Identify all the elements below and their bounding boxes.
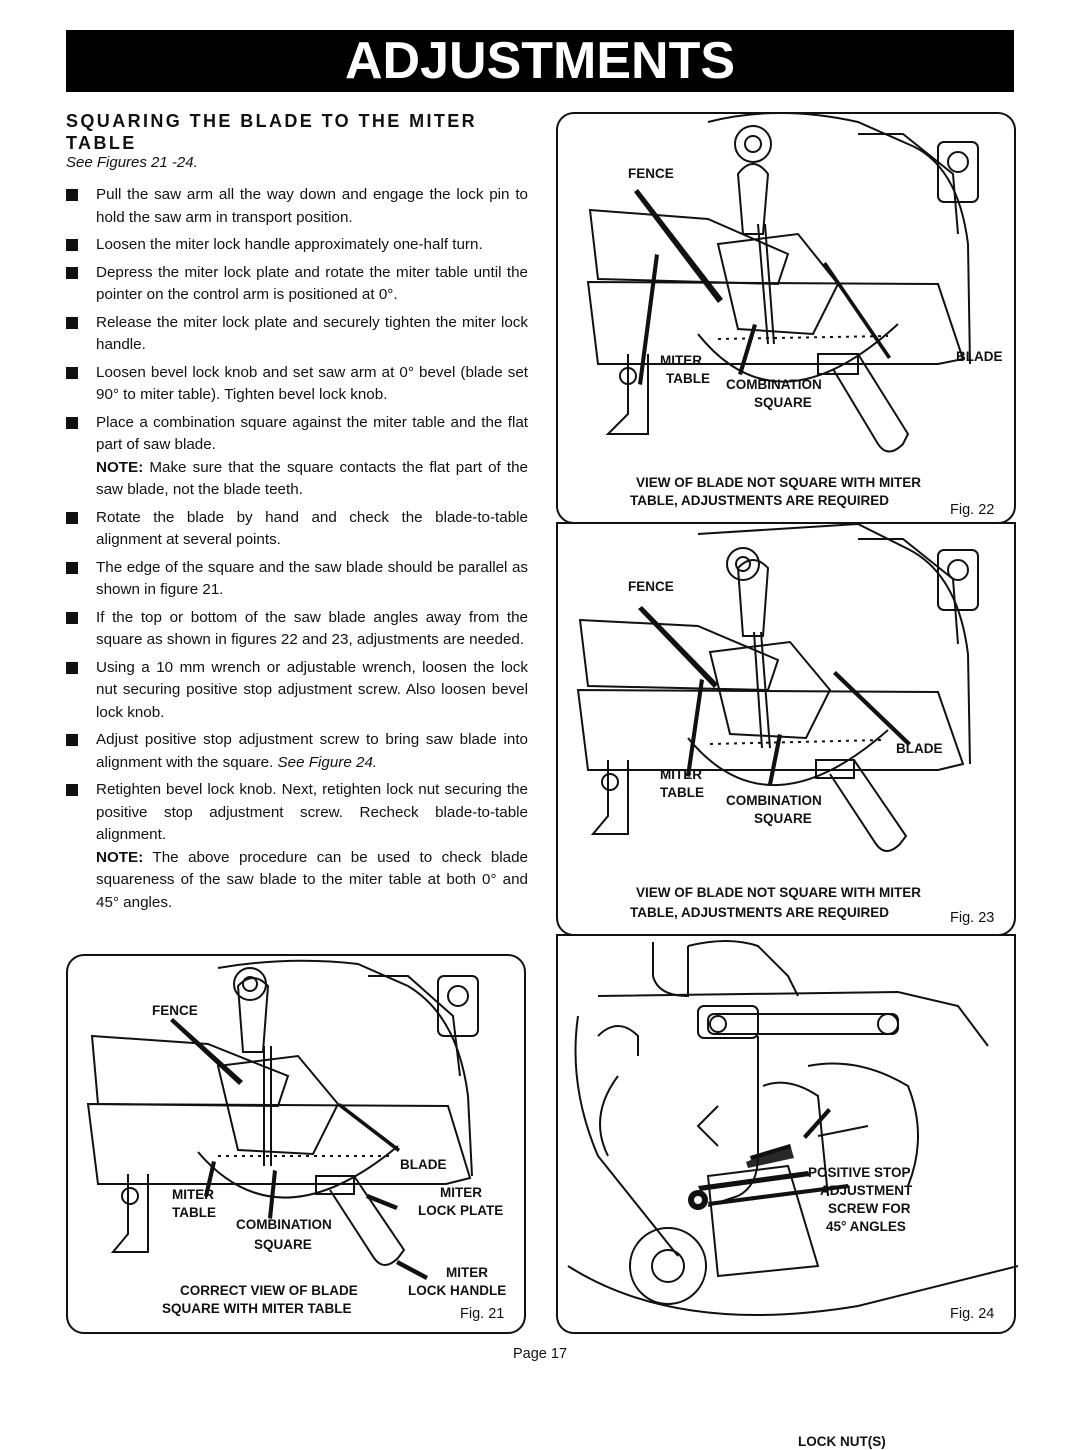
figure-22: [556, 112, 1016, 524]
bullet-icon: [66, 317, 78, 329]
see-figures-ref: See Figures 21 -24.: [66, 154, 198, 171]
table-label: TABLE: [666, 371, 710, 386]
list-item: The edge of the square and the saw blade should be parallel as shown in figure 21.: [66, 557, 528, 602]
saw-closeup-illustration-24: [558, 936, 1018, 1336]
instruction-list: [66, 184, 528, 919]
figure-23: [556, 522, 1016, 936]
table-label: TABLE: [660, 785, 704, 800]
list-item: Release the miter lock plate and securely tighten the miter lock handle.: [66, 312, 528, 357]
bullet-icon: [66, 189, 78, 201]
note: NOTE: Make sure that the square contacts the flat part of the saw blade, not the blade teeth.: [96, 458, 528, 498]
miter-lock-plate-label-1: MITER: [440, 1185, 482, 1200]
figure-number: Fig. 24: [950, 1306, 995, 1322]
list-item: Using a 10 mm wrench or adjustable wrench, loosen the lock nut securing positive stop adjustment screw. Also loosen bevel lock knob.: [66, 657, 528, 725]
positive-stop-label-1: POSITIVE STOP: [808, 1165, 911, 1180]
miter-label: MITER: [660, 353, 702, 368]
bullet-icon: [66, 267, 78, 279]
list-item: Adjust positive stop adjustment screw to bring saw blade into alignment with the square. See Figure 24.: [66, 729, 528, 774]
blade-label: BLADE: [896, 741, 943, 756]
bullet-icon: [66, 662, 78, 674]
page-number: Page 17: [512, 1346, 568, 1362]
caption-line-2: TABLE, ADJUSTMENTS ARE REQUIRED: [630, 493, 890, 508]
list-item: Loosen the miter lock handle approximately one-half turn.: [66, 234, 528, 257]
square-label: SQUARE: [754, 811, 812, 826]
list-item: Depress the miter lock plate and rotate the miter table until the pointer on the control arm is positioned at 0°.: [66, 262, 528, 307]
saw-illustration-23: [558, 524, 1018, 938]
miter-label: MITER: [660, 767, 702, 782]
miter-label: MITER: [172, 1187, 214, 1202]
saw-illustration-22: [558, 114, 1018, 526]
caption-line-2: TABLE, ADJUSTMENTS ARE REQUIRED: [630, 905, 890, 920]
page-banner: ADJUSTMENTS: [66, 30, 1014, 92]
miter-lock-handle-label-2: LOCK HANDLE: [408, 1283, 507, 1298]
figure-21: [66, 954, 526, 1334]
figure-number: Fig. 23: [950, 910, 995, 926]
list-item: Pull the saw arm all the way down and engage the lock pin to hold the saw arm in transport position.: [66, 184, 528, 229]
blade-label: BLADE: [400, 1157, 447, 1172]
square-label: SQUARE: [754, 395, 812, 410]
list-item: Place a combination square against the miter table and the flat part of saw blade. NOTE: Make sure that the square contacts the flat part of the saw blade, not the blade teeth.: [66, 412, 528, 502]
bullet-icon: [66, 562, 78, 574]
note: NOTE: The above procedure can be used to check blade squareness of the saw blade to the miter table at both 0° and 45° angles.: [96, 848, 528, 911]
list-item: Retighten bevel lock knob. Next, retighten lock nut securing the positive stop adjustment screw. Recheck blade-to-table alignment. NOTE: The above procedure can be used to check blade squareness of the saw blade to the miter table at both 0° and 45° angles.: [66, 779, 528, 914]
list-item: Rotate the blade by hand and check the blade-to-table alignment at several points.: [66, 507, 528, 552]
list-item: Loosen bevel lock knob and set saw arm at 0° bevel (blade set 90° to miter table). Tighten bevel lock knob.: [66, 362, 528, 407]
bullet-icon: [66, 512, 78, 524]
combination-label: COMBINATION: [726, 377, 822, 392]
caption-line-1: CORRECT VIEW OF BLADE: [180, 1283, 358, 1298]
figure-number: Fig. 22: [950, 502, 995, 518]
caption-line-1: VIEW OF BLADE NOT SQUARE WITH MITER: [636, 475, 921, 490]
square-label: SQUARE: [254, 1237, 312, 1252]
miter-lock-handle-label-1: MITER: [446, 1265, 488, 1280]
fence-label: FENCE: [152, 1003, 198, 1018]
positive-stop-label-4: 45° ANGLES: [826, 1219, 906, 1234]
caption-line-2: SQUARE WITH MITER TABLE: [162, 1301, 352, 1316]
bullet-icon: [66, 239, 78, 251]
section-title: SQUARING THE BLADE TO THE MITER TABLE: [66, 111, 478, 153]
combination-label: COMBINATION: [236, 1217, 332, 1232]
blade-label: BLADE: [956, 349, 1003, 364]
caption-line-1: VIEW OF BLADE NOT SQUARE WITH MITER: [636, 885, 921, 900]
miter-lock-plate-label-2: LOCK PLATE: [418, 1203, 504, 1218]
combination-label: COMBINATION: [726, 793, 822, 808]
list-item: If the top or bottom of the saw blade angles away from the square as shown in figures 22 and 23, adjustments are needed.: [66, 607, 528, 652]
fence-label: FENCE: [628, 166, 674, 181]
positive-stop-label-2: ADJUSTMENT: [820, 1183, 913, 1198]
bullet-icon: [66, 367, 78, 379]
table-label: TABLE: [172, 1205, 216, 1220]
bullet-icon: [66, 784, 78, 796]
fence-label: FENCE: [628, 579, 674, 594]
lock-nuts-label: LOCK NUT(S): [798, 1434, 886, 1449]
figure-number: Fig. 21: [460, 1306, 505, 1322]
bullet-icon: [66, 734, 78, 746]
bullet-icon: [66, 417, 78, 429]
positive-stop-label-3: SCREW FOR: [828, 1201, 911, 1216]
bullet-icon: [66, 612, 78, 624]
figure-24: [556, 934, 1016, 1449]
